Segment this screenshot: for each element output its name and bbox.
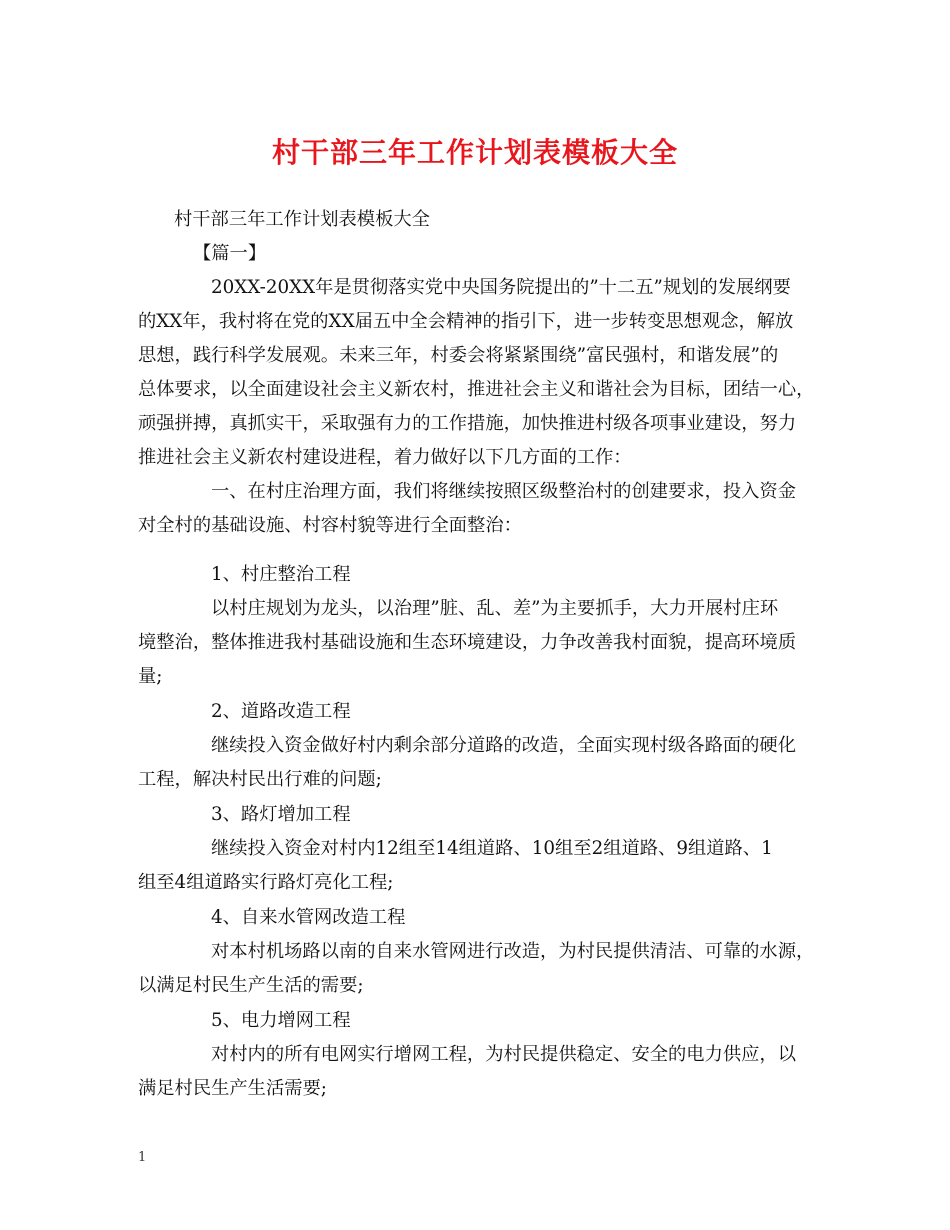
body-line: 推进社会主义新农村建设进程，着力做好以下几方面的工作：	[138, 447, 632, 468]
body-line: 思想，践行科学发展观。未来三年，村委会将紧紧围绕”富民强村，和谐发展”的	[138, 345, 779, 366]
subtitle-line: 村干部三年工作计划表模板大全	[174, 209, 430, 230]
body-line: 以满足村民生产生活的需要;	[138, 975, 364, 996]
body-line: 满足村民生产生活需要;	[138, 1078, 327, 1099]
body-line: 以村庄规划为龙头，以治理”脏、乱、差”为主要抓手，大力开展村庄环	[211, 598, 779, 619]
body-line: 组至4组道路实行路灯亮化工程;	[138, 872, 394, 893]
item-heading: 3、路灯增加工程	[211, 804, 351, 825]
body-line: 继续投入资金做好村内剩余部分道路的改造，全面实现村级各路面的硬化	[211, 735, 796, 756]
item-heading: 4、自来水管网改造工程	[211, 907, 406, 928]
body-line: 工程，解决村民出行难的问题;	[138, 769, 382, 790]
body-line: 量;	[138, 666, 163, 687]
body-line: 继续投入资金对村内12组至14组道路、10组至2组道路、9组道路、1	[211, 838, 773, 859]
body-line: 20XX-20XX年是贯彻落实党中央国务院提出的”十二五”规划的发展纲要	[211, 277, 791, 298]
body-line: 总体要求，以全面建设社会主义新农村，推进社会主义和谐社会为目标，团结一心，	[138, 379, 815, 400]
section-heading: 【篇一】	[193, 243, 267, 264]
page-number: 1	[138, 1150, 147, 1165]
item-heading: 2、道路改造工程	[211, 701, 351, 722]
body-line: 的XX年，我村将在党的XX届五中全会精神的指引下，进一步转变思想观念，解放	[138, 311, 794, 332]
document-title: 村干部三年工作计划表模板大全	[271, 136, 678, 169]
body-line: 对全村的基础设施、村容村貌等进行全面整治：	[138, 515, 522, 536]
body-line: 境整治，整体推进我村基础设施和生态环境建设，力争改善我村面貌，提高环境质	[138, 632, 797, 653]
item-heading: 1、村庄整治工程	[211, 564, 351, 585]
body-line: 顽强拼搏，真抓实干，采取强有力的工作措施，加快推进村级各项事业建设，努力	[138, 413, 797, 434]
body-line: 对本村机场路以南的自来水管网进行改造，为村民提供清洁、可靠的水源，	[211, 941, 815, 962]
body-line: 一、在村庄治理方面，我们将继续按照区级整治村的创建要求，投入资金	[211, 481, 796, 502]
body-line: 对村内的所有电网实行增网工程，为村民提供稳定、安全的电力供应，以	[211, 1044, 796, 1065]
item-heading: 5、电力增网工程	[211, 1010, 351, 1031]
